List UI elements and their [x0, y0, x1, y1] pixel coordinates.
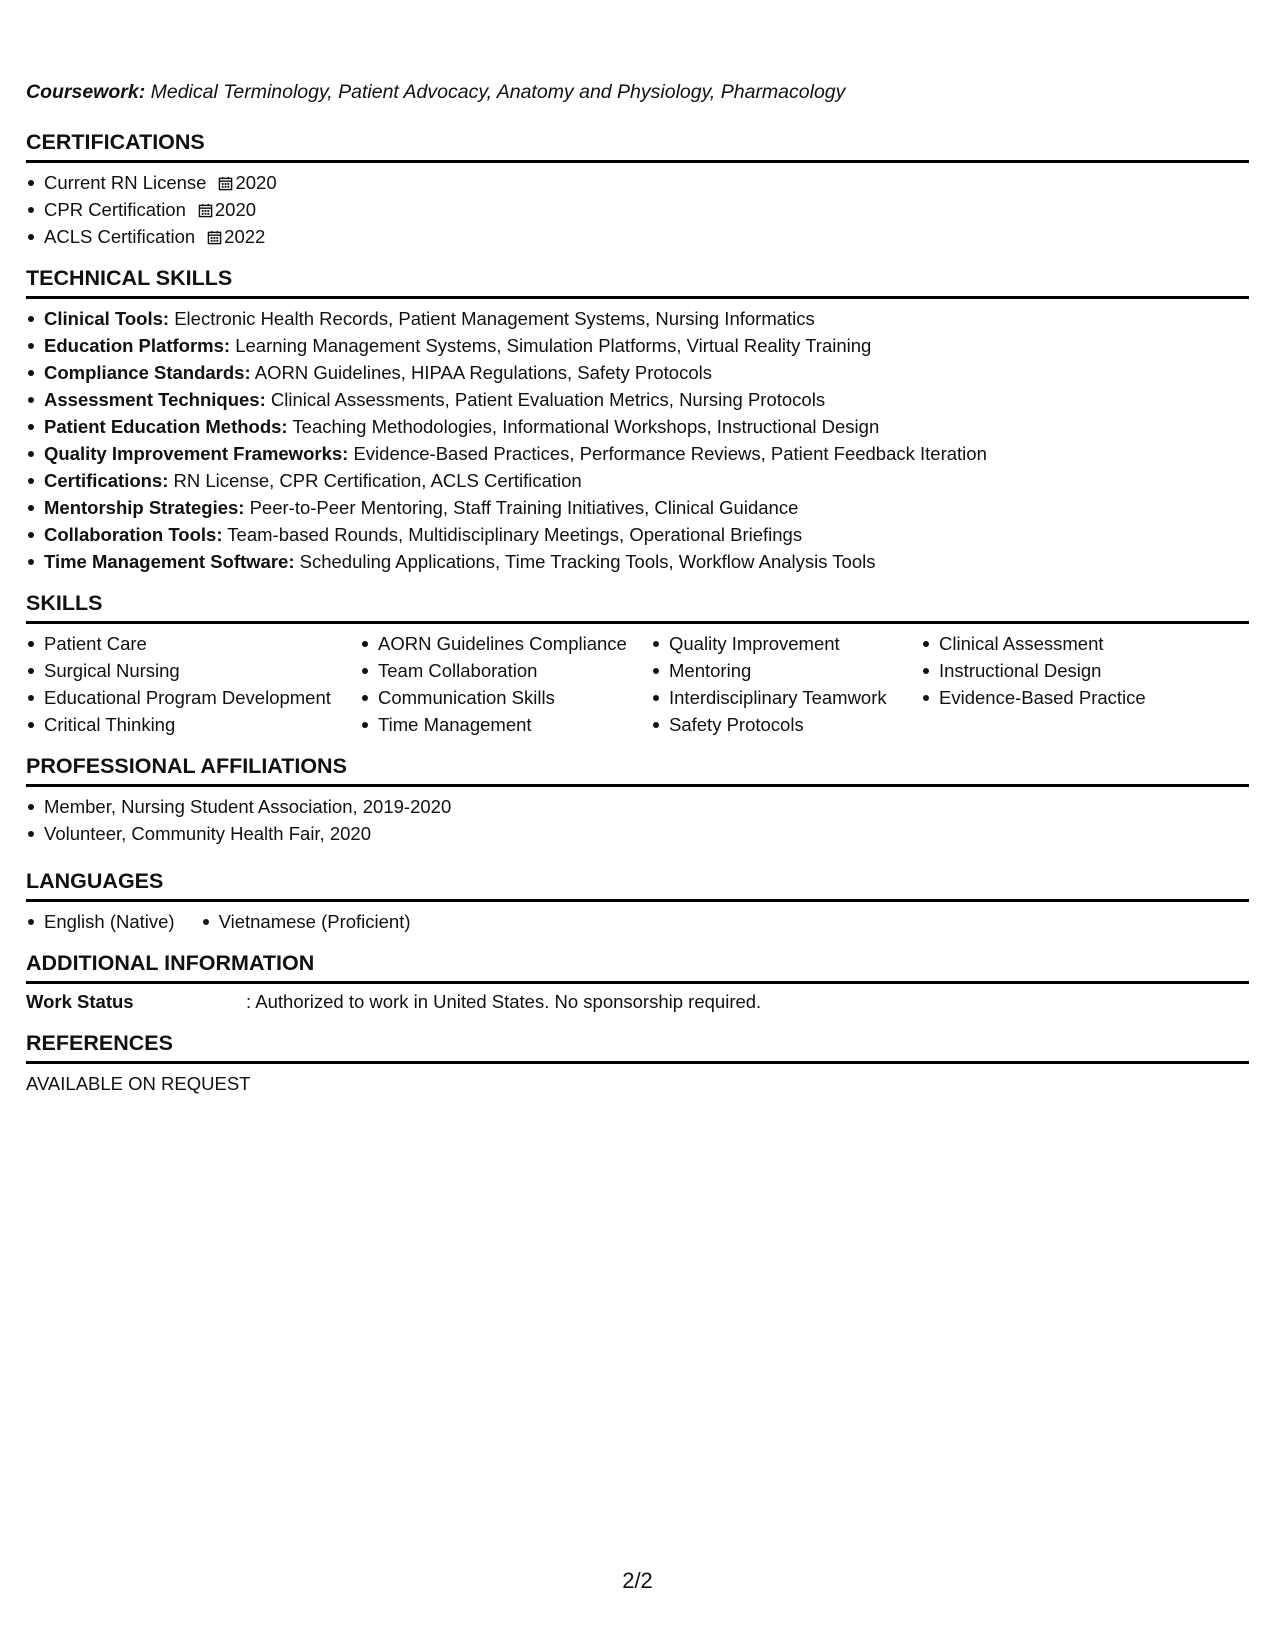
list-item: English (Native): [26, 908, 175, 935]
list-item: Interdisciplinary Teamwork: [651, 684, 921, 711]
list-item: Educational Program Development: [26, 684, 360, 711]
list-item: Surgical Nursing: [26, 657, 360, 684]
list-item: AORN Guidelines Compliance: [360, 630, 651, 657]
list-item: [26, 386, 1249, 413]
certification-year: 2020: [214, 199, 257, 220]
list-item: Vietnamese (Proficient): [201, 908, 411, 935]
skill-detail: Scheduling Applications, Time Tracking Tools, Workflow Analysis Tools: [299, 551, 876, 572]
list-item: Communication Skills: [360, 684, 651, 711]
skill-detail: Clinical Assessments, Patient Evaluation Metrics, Nursing Protocols: [270, 389, 826, 410]
resume-page: [26, 78, 1249, 1097]
work-status-row: [26, 988, 1249, 1015]
list-item: [26, 440, 1249, 467]
technical-skills-list: [26, 305, 1249, 575]
skill-detail: RN License, CPR Certification, ACLS Certification: [173, 470, 582, 491]
list-item: Patient Care: [26, 630, 360, 657]
skills-column-3: [651, 630, 921, 738]
list-item: [26, 305, 1249, 332]
certifications-section: [26, 128, 1249, 250]
skills-section: [26, 589, 1249, 738]
list-item: Volunteer, Community Health Fair, 2020: [26, 820, 1249, 847]
languages-list: [26, 908, 1249, 935]
list-item: Quality Improvement: [651, 630, 921, 657]
list-item: [26, 332, 1249, 359]
section-title-additional-info: ADDITIONAL INFORMATION: [26, 949, 1249, 984]
list-item: [26, 548, 1249, 575]
references-section: [26, 1029, 1249, 1097]
section-title-affiliations: PROFESSIONAL AFFILIATIONS: [26, 752, 1249, 787]
skill-detail: Team-based Rounds, Multidisciplinary Meetings, Operational Briefings: [227, 524, 803, 545]
skills-grid: [26, 630, 1249, 738]
coursework-line: [26, 78, 1249, 106]
coursework-text: Medical Terminology, Patient Advocacy, Anatomy and Physiology, Pharmacology: [150, 81, 846, 103]
skill-detail: Evidence-Based Practices, Performance Reviews, Patient Feedback Iteration: [353, 443, 987, 464]
skill-category: Patient Education Methods:: [44, 416, 288, 437]
calendar-icon: [207, 230, 222, 245]
skill-category: Time Management Software:: [44, 551, 295, 572]
list-item: [26, 223, 1249, 250]
skill-category: Assessment Techniques:: [44, 389, 266, 410]
list-item: Member, Nursing Student Association, 2019-2020: [26, 793, 1249, 820]
list-item: Mentoring: [651, 657, 921, 684]
list-item: Instructional Design: [921, 657, 1221, 684]
calendar-icon: [198, 203, 213, 218]
list-item: [26, 467, 1249, 494]
list-item: Time Management: [360, 711, 651, 738]
affiliations-section: [26, 752, 1249, 847]
certifications-list: [26, 169, 1249, 250]
affiliations-list: [26, 793, 1249, 847]
list-item: [26, 169, 1249, 196]
technical-skills-section: [26, 264, 1249, 575]
skill-detail: Electronic Health Records, Patient Management Systems, Nursing Informatics: [174, 308, 815, 329]
list-item: [26, 521, 1249, 548]
work-status-label: Work Status: [26, 991, 134, 1012]
skill-detail: Teaching Methodologies, Informational Workshops, Instructional Design: [292, 416, 880, 437]
section-title-certifications: CERTIFICATIONS: [26, 128, 1249, 163]
skills-column-1: [26, 630, 360, 738]
section-title-references: REFERENCES: [26, 1029, 1249, 1064]
list-item: [26, 196, 1249, 223]
section-title-languages: LANGUAGES: [26, 867, 1249, 902]
skill-category: Education Platforms:: [44, 335, 231, 356]
coursework-label: Coursework:: [26, 81, 146, 103]
skills-column-2: [360, 630, 651, 738]
references-text: AVAILABLE ON REQUEST: [26, 1073, 251, 1094]
skill-category: Clinical Tools:: [44, 308, 170, 329]
skill-detail: AORN Guidelines, HIPAA Regulations, Safety Protocols: [254, 362, 712, 383]
certification-year: 2022: [224, 226, 266, 247]
section-title-skills: SKILLS: [26, 589, 1249, 624]
skill-category: Mentorship Strategies:: [44, 497, 245, 518]
list-item: [26, 494, 1249, 521]
list-item: Critical Thinking: [26, 711, 360, 738]
list-item: Evidence-Based Practice: [921, 684, 1221, 711]
certification-name: Current RN License: [44, 172, 207, 193]
skills-column-4: [921, 630, 1221, 738]
calendar-icon: [218, 176, 233, 191]
certification-name: CPR Certification: [44, 199, 186, 220]
skill-category: Quality Improvement Frameworks:: [44, 443, 349, 464]
page-number: 2/2: [622, 1568, 653, 1593]
certification-name: ACLS Certification: [44, 226, 196, 247]
list-item: Team Collaboration: [360, 657, 651, 684]
languages-section: [26, 867, 1249, 935]
section-title-technical-skills: TECHNICAL SKILLS: [26, 264, 1249, 299]
list-item: Clinical Assessment: [921, 630, 1221, 657]
list-item: [26, 413, 1249, 440]
list-item: [26, 359, 1249, 386]
work-status-value: : Authorized to work in United States. No sponsorship required.: [246, 991, 762, 1012]
list-item: Safety Protocols: [651, 711, 921, 738]
skill-category: Collaboration Tools:: [44, 524, 223, 545]
skill-detail: Learning Management Systems, Simulation Platforms, Virtual Reality Training: [235, 335, 872, 356]
skill-category: Compliance Standards:: [44, 362, 251, 383]
skill-category: Certifications:: [44, 470, 169, 491]
additional-info-section: [26, 949, 1249, 1015]
skill-detail: Peer-to-Peer Mentoring, Staff Training Initiatives, Clinical Guidance: [249, 497, 799, 518]
certification-year: 2020: [235, 172, 277, 193]
